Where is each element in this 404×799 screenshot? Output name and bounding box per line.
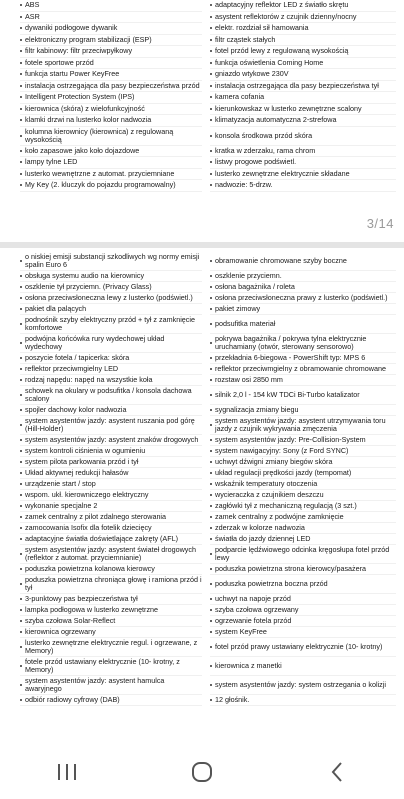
equipment-item: wspom. ukł. kierowniczego elektryczny [20, 490, 202, 501]
equipment-list-page-4 [20, 252, 396, 706]
equipment-item: asystent reflektorów z czujnik dzienny/nocny [210, 12, 396, 24]
recents-button[interactable] [37, 752, 97, 792]
equipment-item: szyba czołowa ogrzewany [210, 605, 396, 616]
equipment-item: wskaźnik temperatury otoczenia [210, 479, 396, 490]
equipment-item: rozstaw osi 2850 mm [210, 375, 396, 386]
equipment-item: ogrzewanie fotela przód [210, 616, 396, 627]
equipment-item: Układ aktywnej redukcji hałasów [20, 468, 202, 479]
equipment-item: fotel przód lewy z regulowaną wysokością [210, 46, 396, 58]
equipment-item: system asystentów jazdy: asystent ruszania pod górę (Hill-Holder) [20, 416, 202, 435]
equipment-list-page-3 [20, 0, 396, 192]
equipment-item: osłona przeciwsłoneczna lewy z lusterko (podświetl.) [20, 293, 202, 304]
equipment-item: nadwozie: 5-drzw. [210, 180, 396, 192]
equipment-item: klimatyzacja automatyczna 2-strefowa [210, 115, 396, 127]
equipment-item: silnik 2,0 l - 154 kW TDCi Bi-Turbo katalizator [210, 386, 396, 405]
equipment-item: podparcie lędźwiowego odcinka kręgosłupa fotel przód lewy [210, 545, 396, 564]
equipment-item: ABS [20, 0, 202, 12]
equipment-item: zamocowania Isofix dla fotelik dziecięcy [20, 523, 202, 534]
equipment-item: poszycie fotela / tapicerka: skóra [20, 353, 202, 364]
page-3 [0, 0, 404, 242]
equipment-item: 12 głośnik. [210, 695, 396, 706]
equipment-item: osłona bagażnika / roleta [210, 282, 396, 293]
back-button[interactable] [307, 752, 367, 792]
equipment-item: przekładnia 6-biegowa - PowerShift typ: MPS 6 [210, 353, 396, 364]
page-4 [0, 248, 404, 744]
equipment-item: kierunkowskaz w lusterko zewnętrzne scalony [210, 104, 396, 116]
equipment-item: konsola środkowa przód skóra [210, 127, 396, 146]
equipment-item: funkcja startu Power KeyFree [20, 69, 202, 81]
equipment-item: 3-punktowy pas bezpieczeństwa tył [20, 594, 202, 605]
equipment-item: poduszka powietrzna strona kierowcy/pasażera [210, 564, 396, 575]
home-button[interactable] [172, 752, 232, 792]
equipment-item: rodzaj napędu: napęd na wszystkie koła [20, 375, 202, 386]
equipment-item: spojler dachowy kolor nadwozia [20, 405, 202, 416]
equipment-item: kratka w zderzaku, rama chrom [210, 146, 396, 158]
equipment-item: system asystentów jazdy: asystent utrzymywania toru jazdy z czujnik wykrywania zmęczenia [210, 416, 396, 435]
equipment-item: adaptacyjny reflektor LED z światło skrętu [210, 0, 396, 12]
equipment-item: lusterko zewnętrzne elektrycznie składane [210, 169, 396, 181]
equipment-item: ASR [20, 12, 202, 24]
equipment-item: wykonanie specjalne 2 [20, 501, 202, 512]
recents-icon [54, 762, 80, 782]
equipment-item: lampy tylne LED [20, 157, 202, 169]
equipment-item: lusterko zewnętrzne elektrycznie regul. i ogrzewane, z Memory) [20, 638, 202, 657]
equipment-item: filtr kabinowy: filtr przeciwpyłkowy [20, 46, 202, 58]
equipment-item: filtr cząstek stałych [210, 35, 396, 47]
equipment-item: obramowanie chromowane szyby boczne [210, 252, 396, 271]
equipment-item: poduszka powietrzna chroniąca głowę i ramiona przód i tył [20, 575, 202, 594]
equipment-item: My Key (2. kluczyk do pojazdu programowalny) [20, 180, 202, 192]
equipment-item: podwójna końcówka rury wydechowej układ wydechowy [20, 334, 202, 353]
equipment-item: pakiet zimowy [210, 304, 396, 315]
equipment-item: zamek centralny z podwójne zamknięcie [210, 512, 396, 523]
equipment-item: system nawigacyjny: Sony (z Ford SYNC) [210, 446, 396, 457]
equipment-item: adaptacyjne światła doświetlające zakręty (AFL) [20, 534, 202, 545]
equipment-item: poduszka powietrzna kolanowa kierowcy [20, 564, 202, 575]
equipment-item: układ regulacji prędkości jazdy (tempomat) [210, 468, 396, 479]
equipment-item: kolumna kierownicy (kierownica) z regulowaną wysokością [20, 127, 202, 146]
equipment-item: o niskiej emisji substancji szkodliwych wg normy emisji spalin Euro 6 [20, 252, 202, 271]
equipment-item: wycieraczka z czujnikiem deszczu [210, 490, 396, 501]
equipment-item: lampka podłogowa w lusterko zewnętrzne [20, 605, 202, 616]
equipment-item: elektroniczny program stabilizacji (ESP) [20, 35, 202, 47]
equipment-item: gniazdo wtykowe 230V [210, 69, 396, 81]
equipment-item: szyba czołowa Solar-Reflect [20, 616, 202, 627]
equipment-item: oszklenie przyciemn. [210, 271, 396, 282]
equipment-item: system asystentów jazdy: Pre-Collision-System [210, 435, 396, 446]
home-icon [190, 760, 214, 784]
equipment-item: system pilota parkowania przód i tył [20, 457, 202, 468]
equipment-item: fotele przód ustawiany elektrycznie (10- krotny, z Memory) [20, 657, 202, 676]
equipment-item: fotel przód prawy ustawiany elektrycznie (10- krotny) [210, 638, 396, 657]
equipment-item: sygnalizacja zmiany biegu [210, 405, 396, 416]
equipment-item: funkcja oświetlenia Coming Home [210, 58, 396, 70]
equipment-item: Intelligent Protection System (IPS) [20, 92, 202, 104]
equipment-item: podsufitka materiał [210, 315, 396, 334]
equipment-item: system asystentów jazdy: asystent świateł drogowych (reflektor z automat. przyciemnianie) [20, 545, 202, 564]
back-icon [327, 760, 347, 784]
equipment-item: reflektor przeciwmgielny LED [20, 364, 202, 375]
equipment-item: system asystentów jazdy: system ostrzegania o kolizji [210, 676, 396, 695]
equipment-item: zamek centralny z pilot zdalnego sterowania [20, 512, 202, 523]
equipment-item: koło zapasowe jako koło dojazdowe [20, 146, 202, 158]
equipment-item: fotele sportowe przód [20, 58, 202, 70]
equipment-item: system asystentów jazdy: asystent hamulca awaryjnego [20, 676, 202, 695]
page-indicator: 3/14 [366, 216, 394, 231]
equipment-item: instalacja ostrzegająca dla pasy bezpieczeństwa przód [20, 81, 202, 93]
equipment-item: instalacja ostrzegająca dla pasy bezpieczeństwa tył [210, 81, 396, 93]
equipment-item: zderzak w kolorze nadwozia [210, 523, 396, 534]
equipment-item: dywaniki podłogowe dywanik [20, 23, 202, 35]
equipment-item: uchwyt na napoje przód [210, 594, 396, 605]
equipment-item: kamera cofania [210, 92, 396, 104]
equipment-item: system kontroli ciśnienia w ogumieniu [20, 446, 202, 457]
equipment-item: pokrywa bagażnika / pokrywa tylna elektrycznie uruchamiany (otwór, sterowany sensorowo) [210, 334, 396, 353]
equipment-item: system asystentów jazdy: asystent znaków drogowych [20, 435, 202, 446]
equipment-item: obsługa systemu audio na kierownicy [20, 271, 202, 282]
equipment-item: poduszka powietrzna boczna przód [210, 575, 396, 594]
equipment-item: schowek na okulary w podsufitka / konsola dachowa scalony [20, 386, 202, 405]
equipment-item: podnośnik szyby elektryczny przód + tył z zamknięcie komfortowe [20, 315, 202, 334]
equipment-item: światła do jazdy dziennej LED [210, 534, 396, 545]
equipment-item: kierownica z manetki [210, 657, 396, 676]
equipment-item: odbiór radiowy cyfrowy (DAB) [20, 695, 202, 706]
equipment-item: uchwyt dźwigni zmiany biegów skóra [210, 457, 396, 468]
equipment-item: kierownica (skóra) z wielofunkcyjność [20, 104, 202, 116]
equipment-item: lusterko wewnętrzne z automat. przyciemniane [20, 169, 202, 181]
equipment-item: pakiet dla palących [20, 304, 202, 315]
equipment-item: kierownica ogrzewany [20, 627, 202, 638]
equipment-item: elektr. rozdział sił hamowania [210, 23, 396, 35]
equipment-item: reflektor przeciwmgielny z obramowanie chromowane [210, 364, 396, 375]
equipment-item: oszklenie tył przyciemn. (Privacy Glass) [20, 282, 202, 293]
equipment-item: listwy progowe podświetl. [210, 157, 396, 169]
system-navigation-bar [0, 744, 404, 799]
equipment-item: urządzenie start / stop [20, 479, 202, 490]
equipment-item: klamki drzwi na lusterko kolor nadwozia [20, 115, 202, 127]
equipment-item: osłona przeciwsłoneczna prawy z lusterko (podświetl.) [210, 293, 396, 304]
equipment-item: system KeyFree [210, 627, 396, 638]
equipment-item: zagłówki tył z mechaniczną regulacją (3 szt.) [210, 501, 396, 512]
